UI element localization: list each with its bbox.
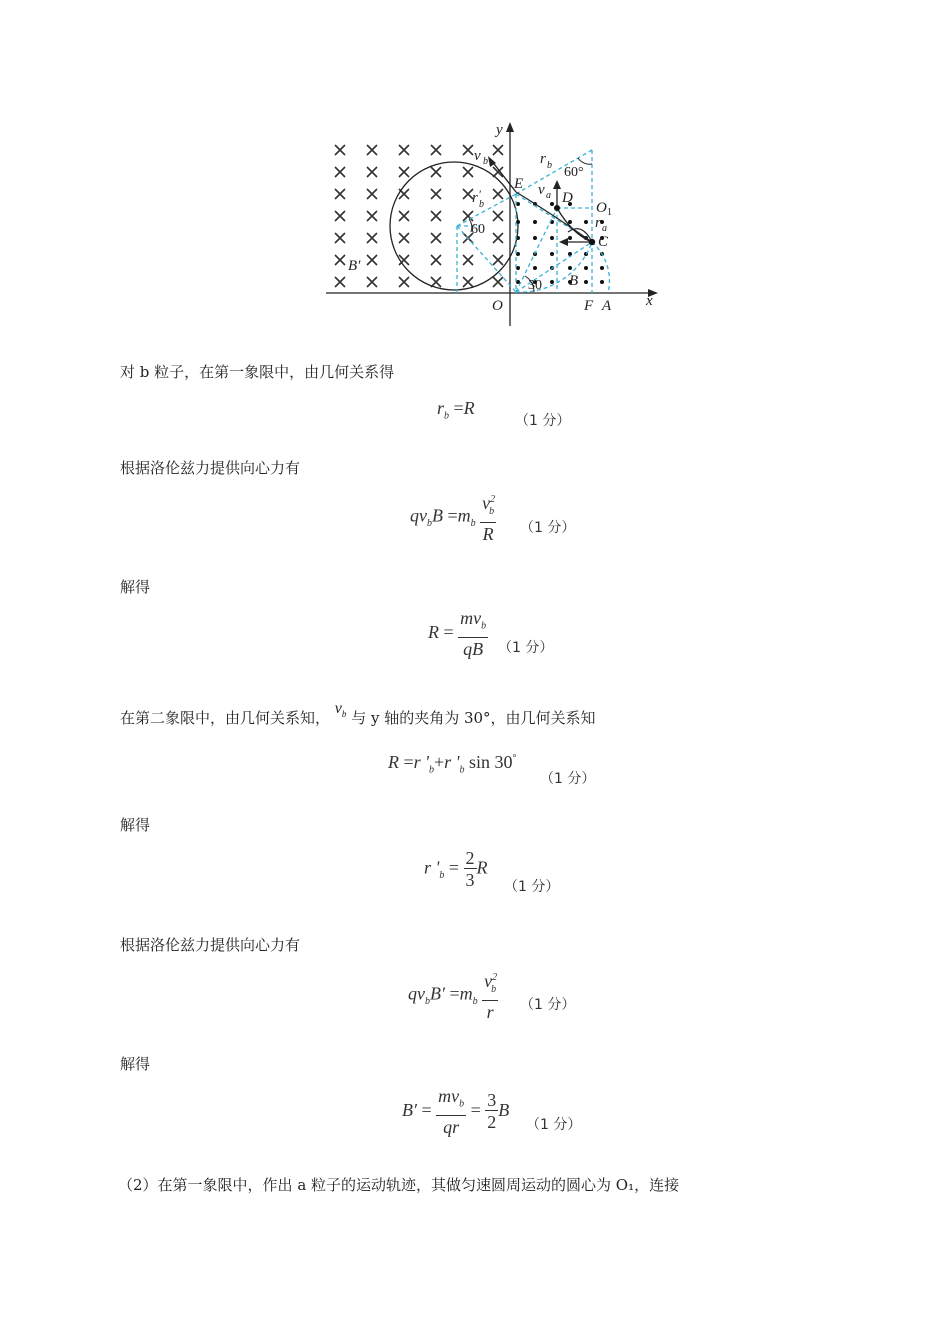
field-dot-mark [584, 220, 588, 224]
label-E: E [514, 176, 524, 192]
physics-figure [320, 118, 670, 333]
field-dot-mark [568, 220, 572, 224]
label-vb-sub: b [483, 156, 488, 167]
label-rbp: r [472, 190, 478, 206]
label-rb: r [540, 151, 546, 167]
field-dot-mark [533, 220, 537, 224]
field-cross-mark [399, 233, 409, 243]
paragraph-2: 根据洛伦兹力提供向心力有 [120, 459, 301, 477]
field-cross-mark [431, 255, 441, 265]
field-cross-mark [399, 145, 409, 155]
label-O1-sub: 1 [607, 207, 612, 218]
field-dot-mark [550, 236, 554, 240]
field-cross-mark [399, 277, 409, 287]
score-4: （1 分） [540, 771, 596, 787]
trajectory-b-first [516, 192, 592, 242]
paragraph-4a: 在第二象限中，由几何关系知， [120, 709, 331, 727]
field-cross-mark [493, 233, 503, 243]
field-cross-mark [463, 211, 473, 221]
field-dot-mark [550, 280, 554, 284]
label-vb: v [474, 148, 481, 164]
y-axis-arrow [506, 122, 514, 132]
score-5: （1 分） [504, 879, 560, 895]
score-6: （1 分） [520, 997, 576, 1013]
field-cross-mark [335, 145, 345, 155]
equation-lorentz-1: $qv_bB =m_b$ $\frac{v^2_b}{R}$ [410, 490, 496, 545]
field-dot-mark [533, 236, 537, 240]
field-dot-mark [568, 266, 572, 270]
field-dot-mark [568, 236, 572, 240]
label-rbp-prime: ′ [479, 187, 482, 201]
field-dot-mark [584, 266, 588, 270]
score-2: （1 分） [520, 520, 576, 536]
field-cross-mark [335, 233, 345, 243]
field-cross-mark [463, 145, 473, 155]
field-cross-mark [367, 255, 377, 265]
paragraph-1: 对 b 粒子，在第一象限中，由几何关系得 [120, 363, 395, 381]
label-ra-sub: a [602, 223, 607, 234]
paragraph-6: 根据洛伦兹力提供向心力有 [120, 936, 301, 954]
equation-R-sum: R =r '$_b+r$ '$_b$ sin 30° [388, 752, 517, 776]
equation-rb-eq-R: $r_b =R$ [437, 398, 475, 422]
score-3: （1 分） [498, 640, 554, 656]
field-cross-mark [367, 211, 377, 221]
label-va-sub: a [546, 190, 551, 201]
paragraph-5: 解得 [120, 816, 151, 834]
field-cross-mark [335, 211, 345, 221]
field-cross-mark [493, 189, 503, 199]
field-cross-mark [493, 277, 503, 287]
field-dot-mark [600, 266, 604, 270]
label-x: x [646, 293, 653, 309]
label-O1: O [596, 200, 607, 216]
field-cross-mark [431, 233, 441, 243]
field-cross-mark [335, 255, 345, 265]
field-dot-mark [550, 202, 554, 206]
field-cross-mark [463, 167, 473, 177]
angle-arc-60-top [578, 158, 592, 164]
field-dot-mark [600, 280, 604, 284]
label-C: C [598, 234, 609, 250]
field-cross-mark [399, 211, 409, 221]
label-y: y [496, 122, 503, 138]
score-7: （1 分） [526, 1117, 582, 1133]
field-cross-mark [335, 167, 345, 177]
field-cross-mark [493, 211, 503, 221]
label-rb-sub: b [547, 160, 552, 171]
field-cross-mark [463, 255, 473, 265]
label-angle-60-top: 60° [564, 165, 584, 180]
score-1: （1 分） [515, 413, 571, 429]
symbol-vb: $v_b$ [334, 700, 347, 720]
field-dot-mark [550, 252, 554, 256]
field-cross-mark [367, 277, 377, 287]
equation-Bprime: B′ = $\frac{mv_b}{qr}$ = $\frac{3}{2}$ B [402, 1086, 510, 1137]
label-va: v [538, 182, 545, 198]
label-O: O [492, 298, 503, 314]
label-B: B [569, 273, 579, 289]
equation-lorentz-2: $qv_bB' =m_b$ $\frac{v^2_b}{r}$ [408, 968, 498, 1023]
field-cross-mark [367, 233, 377, 243]
label-A: A [602, 298, 612, 314]
field-dot-mark [584, 280, 588, 284]
field-cross-mark [335, 189, 345, 199]
label-rbp-sub: b [479, 199, 484, 210]
label-angle-60-left: 60 [471, 222, 485, 237]
field-cross-mark [367, 189, 377, 199]
paragraph-8: （2）在第一象限中，作出 a 粒子的运动轨迹，其做匀速圆周运动的圆心为 O₁，连接 [118, 1176, 680, 1194]
field-cross-mark [431, 277, 441, 287]
label-F: F [584, 298, 594, 314]
field-dot-mark [533, 266, 537, 270]
field-cross-mark [367, 167, 377, 177]
trajectory-circle-b [390, 162, 518, 290]
field-cross-mark [431, 211, 441, 221]
equation-rbprime: r '$_b$ = $\frac{2}{3}$ R [424, 848, 488, 890]
label-angle-30: 30 [528, 278, 542, 293]
equation-R: R = $\frac{mv_b}{qB}$ [428, 608, 487, 659]
label-D: D [562, 190, 573, 206]
field-cross-mark [335, 277, 345, 287]
field-cross-mark [431, 167, 441, 177]
label-Bprime: B′ [348, 258, 361, 274]
label-ra: r [595, 215, 601, 231]
field-cross-mark [431, 145, 441, 155]
field-cross-mark [493, 145, 503, 155]
paragraph-7: 解得 [120, 1055, 151, 1073]
paragraph-4 [120, 700, 596, 734]
paragraph-3: 解得 [120, 578, 151, 596]
field-cross-mark [399, 167, 409, 177]
field-cross-mark [431, 189, 441, 199]
field-cross-mark [493, 255, 503, 265]
field-cross-mark [463, 277, 473, 287]
paragraph-4b: 与 y 轴的夹角为 30°，由几何关系知 [351, 709, 596, 727]
field-cross-mark [367, 145, 377, 155]
